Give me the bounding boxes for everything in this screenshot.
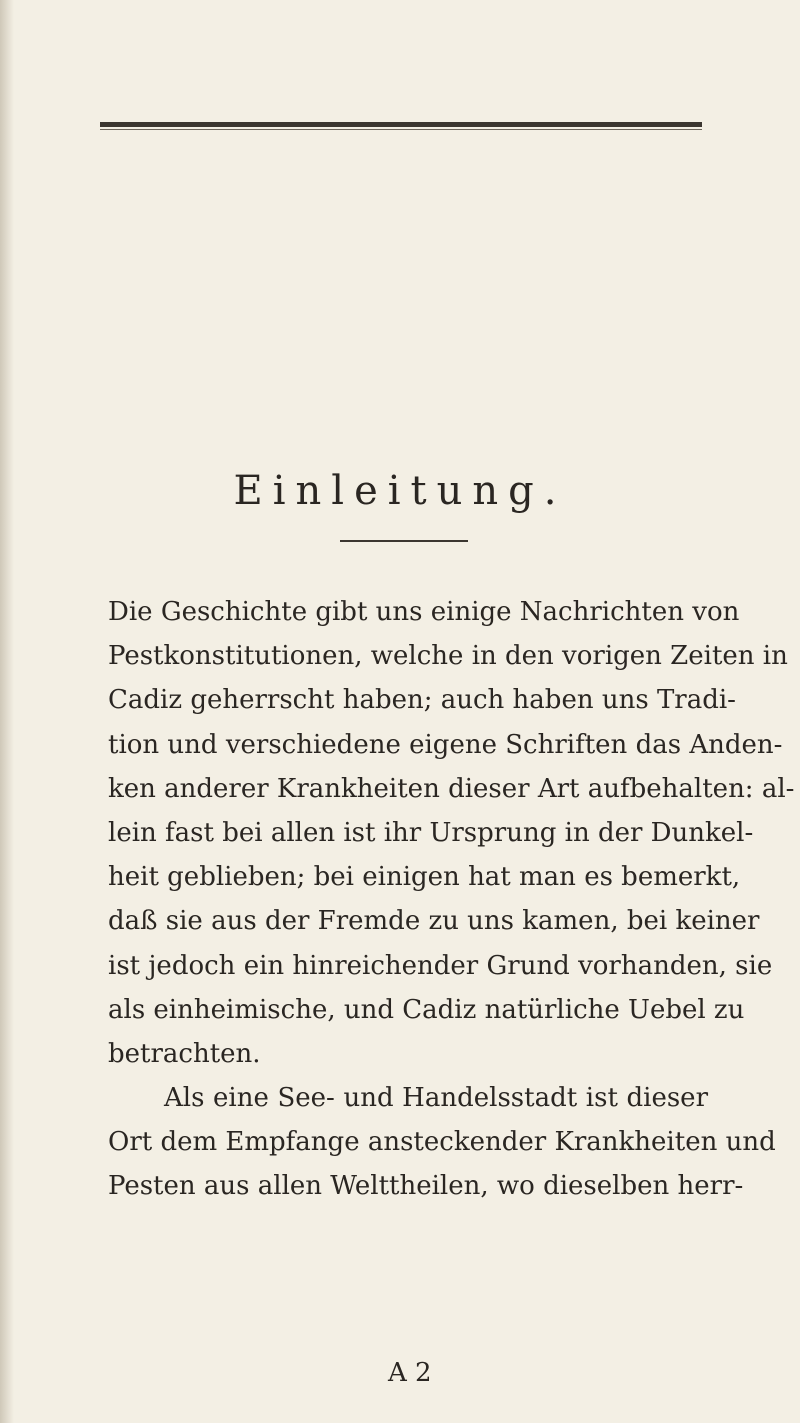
heading-rule xyxy=(340,540,468,542)
top-thin-rule xyxy=(100,129,702,130)
page-gutter-shadow xyxy=(0,0,14,1423)
signature-mark: A 2 xyxy=(388,1358,432,1388)
text-line: ist jedoch ein hinreichender Grund vorhanden, sie xyxy=(108,950,773,981)
text-line: Pesten aus allen Welttheilen, wo dieselben herr- xyxy=(108,1171,744,1202)
text-line: daß sie aus der Fremde zu uns kamen, bei keiner xyxy=(108,906,760,937)
text-line: Pestkonstitutionen, welche in den vorigen Zeiten in xyxy=(108,641,788,672)
text-line: Ort dem Empfange ansteckender Krankheiten und xyxy=(108,1127,776,1158)
text-line: Die Geschichte gibt uns einige Nachrichten von xyxy=(108,597,740,627)
text-line: Cadiz geherrscht haben; auch haben uns Tradi- xyxy=(108,685,736,716)
text-line: Als eine See- und Handelsstadt ist dieser xyxy=(164,1083,708,1114)
text-line: tion und verschiedene eigene Schriften das Anden- xyxy=(108,729,783,760)
text-line: betrachten. xyxy=(108,1038,261,1069)
text-line: als einheimische, und Cadiz natürliche Uebel zu xyxy=(108,994,745,1025)
text-line: lein fast bei allen ist ihr Ursprung in der Dunkel- xyxy=(108,817,754,848)
text-line: ken anderer Krankheiten dieser Art aufbehalten: al- xyxy=(108,773,795,804)
chapter-heading: Einleitung. xyxy=(233,468,567,514)
top-ornamental-rule xyxy=(100,122,702,127)
text-line: heit geblieben; bei einigen hat man es bemerkt, xyxy=(108,862,741,893)
body-text xyxy=(108,590,795,1209)
